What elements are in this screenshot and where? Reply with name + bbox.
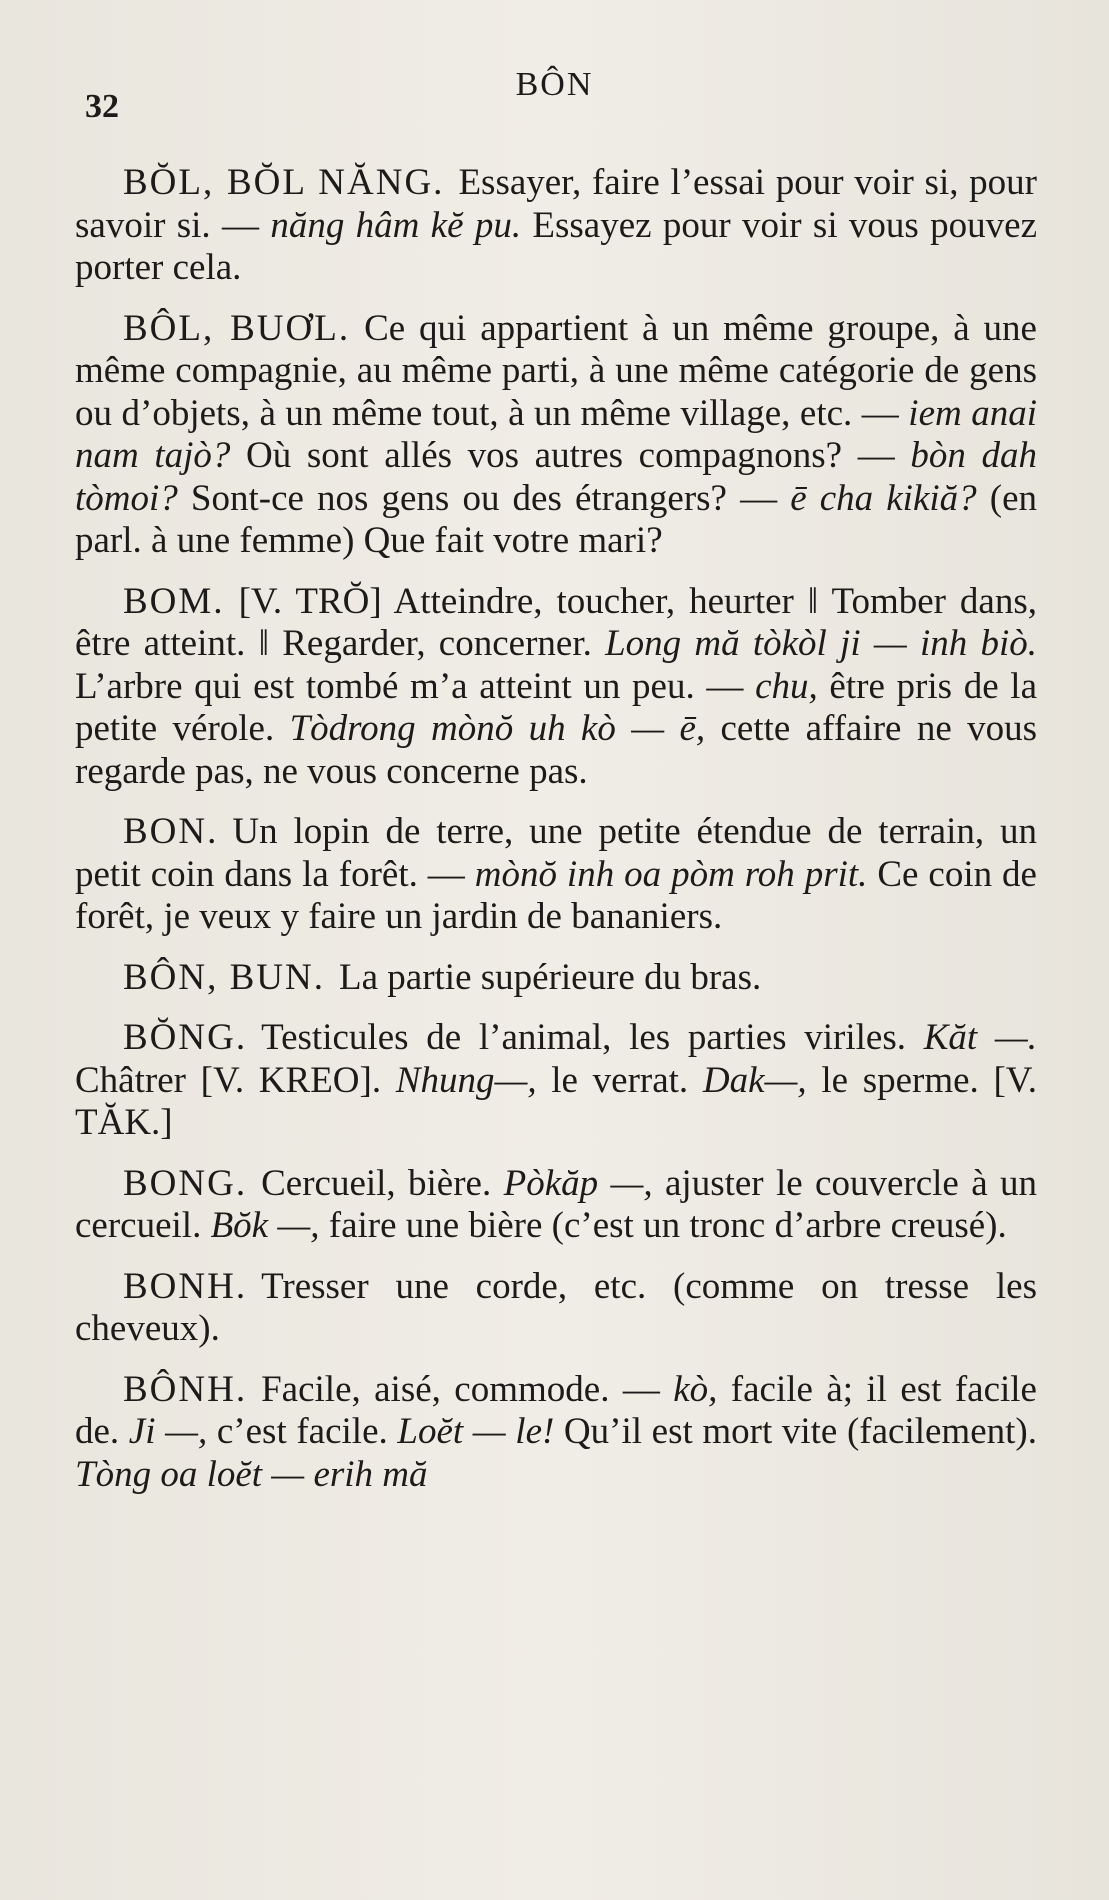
entry-example: iem anai nam tajò? [75, 392, 1038, 476]
entry-text: faire une bière (c’est un tronc d’arbre creusé). [319, 1205, 1007, 1246]
entry-example: Loĕt — le! [397, 1411, 555, 1452]
dictionary-entry [75, 162, 1037, 290]
dictionary-entry [75, 1266, 1037, 1351]
entry-example: Bŏk —, [210, 1205, 320, 1246]
entry-text: [V. TRŎ] Atteindre, toucher, heurter ‖ Tomber dans, être atteint. ‖ Regarder, concerner. [75, 580, 1037, 664]
entry-text: Un lopin de terre, une petite étendue de terrain, un petit coin dans la forêt. — [75, 811, 1037, 895]
entry-headword: BÔL, BUƠL. [123, 307, 351, 349]
page-number: 32 [85, 88, 119, 125]
entry-text: Châtrer [V. KREO]. [75, 1059, 396, 1101]
entry-headword: BOM. [123, 580, 225, 622]
entry-headword: BONH. [123, 1265, 248, 1307]
entry-text: Cercueil, bière. [261, 1162, 504, 1204]
entry-text: le sperme. [V. TĂK.] [75, 1059, 1037, 1143]
entry-example: Tòdrong mònŏ uh kò — ē, [289, 708, 706, 749]
entry-headword: BÔNH. [123, 1368, 248, 1410]
entry-example: mònŏ inh oa pòm roh prit. [474, 853, 868, 895]
entry-example: Kăt —. [923, 1017, 1038, 1058]
dictionary-entry [75, 957, 1037, 1000]
entry-text: L’arbre qui est tombé m’a atteint un peu. — [75, 665, 756, 707]
entry-example: Nhung—, [395, 1059, 537, 1101]
entry-text: La partie supérieure du bras. [339, 956, 762, 998]
entry-text: Testicules de l’animal, les parties viriles. [261, 1017, 924, 1058]
entry-text: Ce qui appartient à un même groupe, à une même compagnie, au même parti, à une même catégorie de gens ou d’objets, à un même tout, à un même village, etc. — [75, 307, 1037, 434]
entry-text: Tresser une corde, etc. (comme on tresse les cheveux). [75, 1265, 1037, 1349]
entry-example: bòn dah tòmoi? [75, 435, 1038, 519]
dictionary-entry [75, 1017, 1037, 1145]
entry-text: Facile, aisé, commode. — [261, 1368, 674, 1410]
dictionary-entry [75, 581, 1037, 794]
entry-headword: BŎL, BŎL NĂNG. [123, 162, 445, 203]
entry-example: chu, [755, 665, 818, 707]
entry-example: Pòkăp —, [503, 1162, 653, 1204]
entry-text: Sont-ce nos gens ou des étrangers? — [177, 477, 791, 519]
entry-example: Tòng oa loĕt — erih mă [75, 1453, 428, 1495]
entry-text: le verrat. [536, 1059, 703, 1101]
entry-text: Où sont allés vos autres compagnons? — [230, 435, 911, 476]
entry-text: (en parl. à une femme) Que fait votre mari? [75, 477, 1038, 561]
entries-column [75, 162, 1037, 1514]
entry-headword: BONG. [123, 1162, 248, 1204]
dictionary-entry [75, 811, 1037, 939]
entry-example: ē cha kikiă? [790, 477, 977, 519]
entry-example: Long mă tòkòl ji — inh biò. [605, 623, 1037, 664]
entry-text: ajuster le couvercle à un cercueil. [75, 1162, 1037, 1246]
entry-text: être pris de la petite vérole. [75, 665, 1037, 749]
entry-text: Essayez pour voir si vous pouvez porter cela. [75, 204, 1037, 288]
entry-text: cette affaire ne vous regarde pas, ne vous concerne pas. [75, 708, 1037, 792]
entry-example: Ji —, [128, 1411, 208, 1452]
entry-text: facile à; il est facile de. [75, 1368, 1037, 1452]
dictionary-entry [75, 308, 1037, 563]
dictionary-entry [75, 1369, 1037, 1497]
entry-example: Dak—, [702, 1059, 807, 1101]
entry-headword: BŎNG. [123, 1017, 248, 1058]
entry-text: Qu’il est mort vite (facilement). [554, 1411, 1037, 1452]
entry-example: năng hâm kĕ pu. [270, 204, 522, 246]
entry-text: c’est facile. [207, 1411, 398, 1452]
entry-text: Ce coin de forêt, je veux y faire un jardin de bananiers. [75, 853, 1037, 937]
running-head: BÔN [515, 66, 594, 103]
entry-headword: BÔN, BUN. [123, 956, 325, 998]
entry-headword: BON. [123, 811, 219, 852]
entry-example: kò, [673, 1368, 718, 1410]
entry-text: Essayer, faire l’essai pour voir si, pour savoir si. — [75, 162, 1037, 246]
dictionary-entry [75, 1163, 1037, 1248]
